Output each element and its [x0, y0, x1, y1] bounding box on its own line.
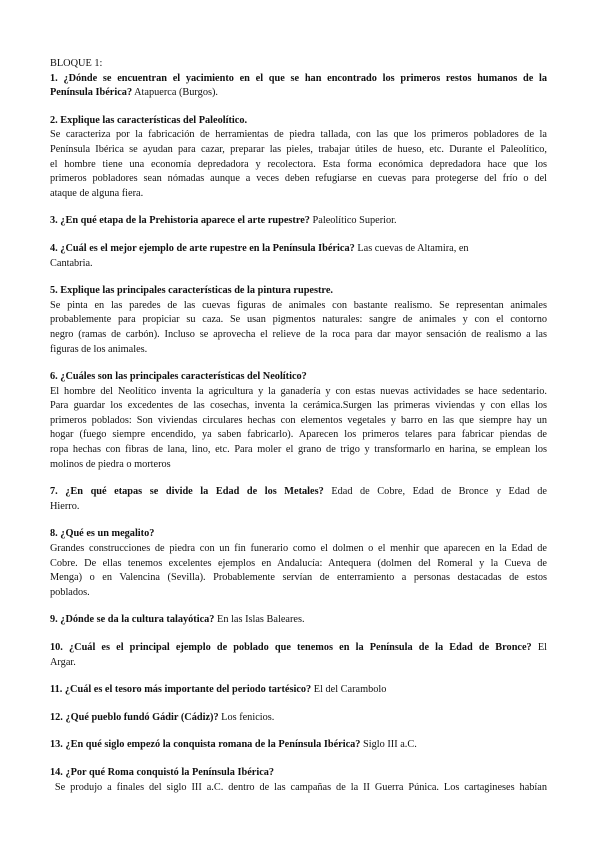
answer-7: Edad de Cobre, Edad de Bronce y Edad de: [323, 486, 547, 498]
question-5: 5. Explique las principales características de la pintura rupestre.: [50, 285, 333, 297]
answer-6-line: El hombre del Neolítico inventa la agricultura y la ganadería y con estas nuevas actividades se hace sedentario.: [50, 385, 547, 397]
answer-1: Atapuerca (Burgos).: [132, 87, 218, 99]
answer-5-line: probablemente para propiciar su caza. Se usan pigmentos naturales: sangre de animales y con el contorno: [50, 314, 547, 326]
block-heading: BLOQUE 1:: [50, 58, 103, 69]
answer-13: Siglo III a.C.: [360, 739, 417, 751]
question-9-line: [50, 613, 547, 628]
answer-5-line: negro (ramas de carbón). Incluso se aprovecha el relieve de la roca para dar mayor sensación de realismo a las: [50, 328, 547, 340]
answer-2-line: primeros pobladores sean nómadas aunque a veces deben refugiarse en cuevas para protegerse del frío o del: [50, 173, 547, 185]
question-1-text: 1. ¿Dónde se encuentran el yacimiento en el que se han encontrado los primeros restos humanos de la: [50, 72, 547, 84]
answer-5-line: figuras de los animales.: [50, 343, 148, 355]
answer-8-line: poblados.: [50, 586, 90, 598]
question-10-line-1: [50, 641, 547, 656]
question-6: 6. ¿Cuáles son las principales características del Neolítico?: [50, 371, 307, 383]
question-14: 14. ¿Por qué Roma conquistó la Península Ibérica?: [50, 766, 275, 778]
answer-4-line-2: Cantabria.: [50, 257, 93, 269]
question-9: 9. ¿Dónde se da la cultura talayótica?: [50, 614, 215, 626]
question-1-line-1: [50, 72, 547, 87]
answer-6-line: Para guardar los excedentes de las cosechas, inventa la cerámica.Surgen las primeras viviendas y con ellas los: [50, 400, 547, 412]
question-8: 8. ¿Qué es un megalito?: [50, 528, 155, 540]
spacer: [50, 514, 547, 527]
question-7: 7. ¿En qué etapas se divide la Edad de los Metales?: [50, 486, 324, 498]
answer-10: El: [531, 642, 547, 653]
answer-8-line: Cobre. De ellas tenemos excelentes ejemplos en Andalucía: Antequera (dolmen del Romeral y la Cueva de: [50, 557, 547, 569]
spacer: [50, 725, 547, 738]
spacer: [50, 600, 547, 613]
answer-14-line: Se produjo a finales del siglo III a.C. dentro de las campañas de la II Guerra Púnica. Los cartagineses habían: [50, 781, 547, 793]
question-7-line-1: [50, 485, 547, 500]
question-2: 2. Explique las características del Paleolítico.: [50, 114, 248, 126]
question-1-text-cont: Península Ibérica?: [50, 87, 133, 99]
answer-8-line: Grandes construcciones de piedra con un fin funerario como el dolmen o el menhir que aparecen en la Edad de: [50, 543, 547, 555]
answer-10-line-2: Argar.: [50, 656, 76, 668]
spacer: [50, 628, 547, 641]
answer-6-line: ropa hechas con fibras de lana, lino, etc. Para moler el grano de trigo y transformarlo en harina, se emplean los: [50, 444, 547, 456]
answer-4: Las cuevas de Altamira, en: [354, 242, 469, 254]
question-12-line: [50, 711, 547, 726]
question-3-line: [50, 214, 547, 229]
question-4-line-1: [50, 242, 547, 257]
answer-6-line: molinos de piedra o morteros: [50, 458, 171, 470]
spacer: [50, 357, 547, 370]
answer-8-line: Menga) o en Valencina (Sevilla). Probablemente servían de enterramiento a personas destacadas de estos: [50, 572, 547, 584]
answer-7-line-2: Hierro.: [50, 500, 80, 512]
answer-2-line: Península Ibérica se ayudan para cazar, preparar las pieles, trabajar útiles de hueso, etc. Durante el Paleolítico,: [50, 143, 547, 155]
answer-9: En las Islas Baleares.: [214, 614, 305, 626]
question-11: 11. ¿Cuál es el tesoro más importante del periodo tartésico?: [50, 684, 312, 696]
spacer: [50, 472, 547, 485]
question-11-line: [50, 683, 547, 698]
question-12: 12. ¿Qué pueblo fundó Gádir (Cádiz)?: [50, 711, 219, 723]
question-4: 4. ¿Cuál es el mejor ejemplo de arte rupestre en la Península Ibérica?: [50, 242, 355, 254]
spacer: [50, 753, 547, 766]
question-1-line-2: [50, 86, 547, 101]
spacer: [50, 229, 547, 242]
answer-11: El del Carambolo: [311, 684, 387, 696]
question-3: 3. ¿En qué etapa de la Prehistoria aparece el arte rupestre?: [50, 215, 310, 227]
answer-2-line: el hombre tiene una economía depredadora y recolectora. Esta forma económica depredadora hace que los: [50, 158, 547, 170]
answer-6-line: hogar (fuego siempre encendido, ya saben fabricarlo). Aparecen los primeros telares para fabricar piendas de: [50, 429, 547, 441]
answer-3: Paleolítico Superior.: [309, 215, 397, 227]
document-page: [50, 57, 547, 795]
answer-2-line: Se caracteriza por la fabricación de herramientas de piedra tallada, con las que los primeros pobladores de la: [50, 129, 547, 141]
question-13-line: [50, 738, 547, 753]
spacer: [50, 201, 547, 214]
question-10: 10. ¿Cuál es el principal ejemplo de poblado que tenemos en la Península de la Edad de Bronce?: [50, 642, 532, 653]
spacer: [50, 670, 547, 683]
answer-6-line: primeros poblados: Son viviendas circulares hechas con elementos vegetales y barro en las que siempre hay un: [50, 414, 547, 426]
answer-5-line: Se pinta en las paredes de las cuevas figuras de animales con bastante realismo. Se representan animales: [50, 299, 547, 311]
spacer: [50, 698, 547, 711]
spacer: [50, 271, 547, 284]
answer-2-line: ataque de alguna fiera.: [50, 187, 144, 199]
question-13: 13. ¿En qué siglo empezó la conquista romana de la Península Ibérica?: [50, 739, 361, 751]
answer-12: Los fenicios.: [218, 711, 275, 723]
spacer: [50, 101, 547, 114]
